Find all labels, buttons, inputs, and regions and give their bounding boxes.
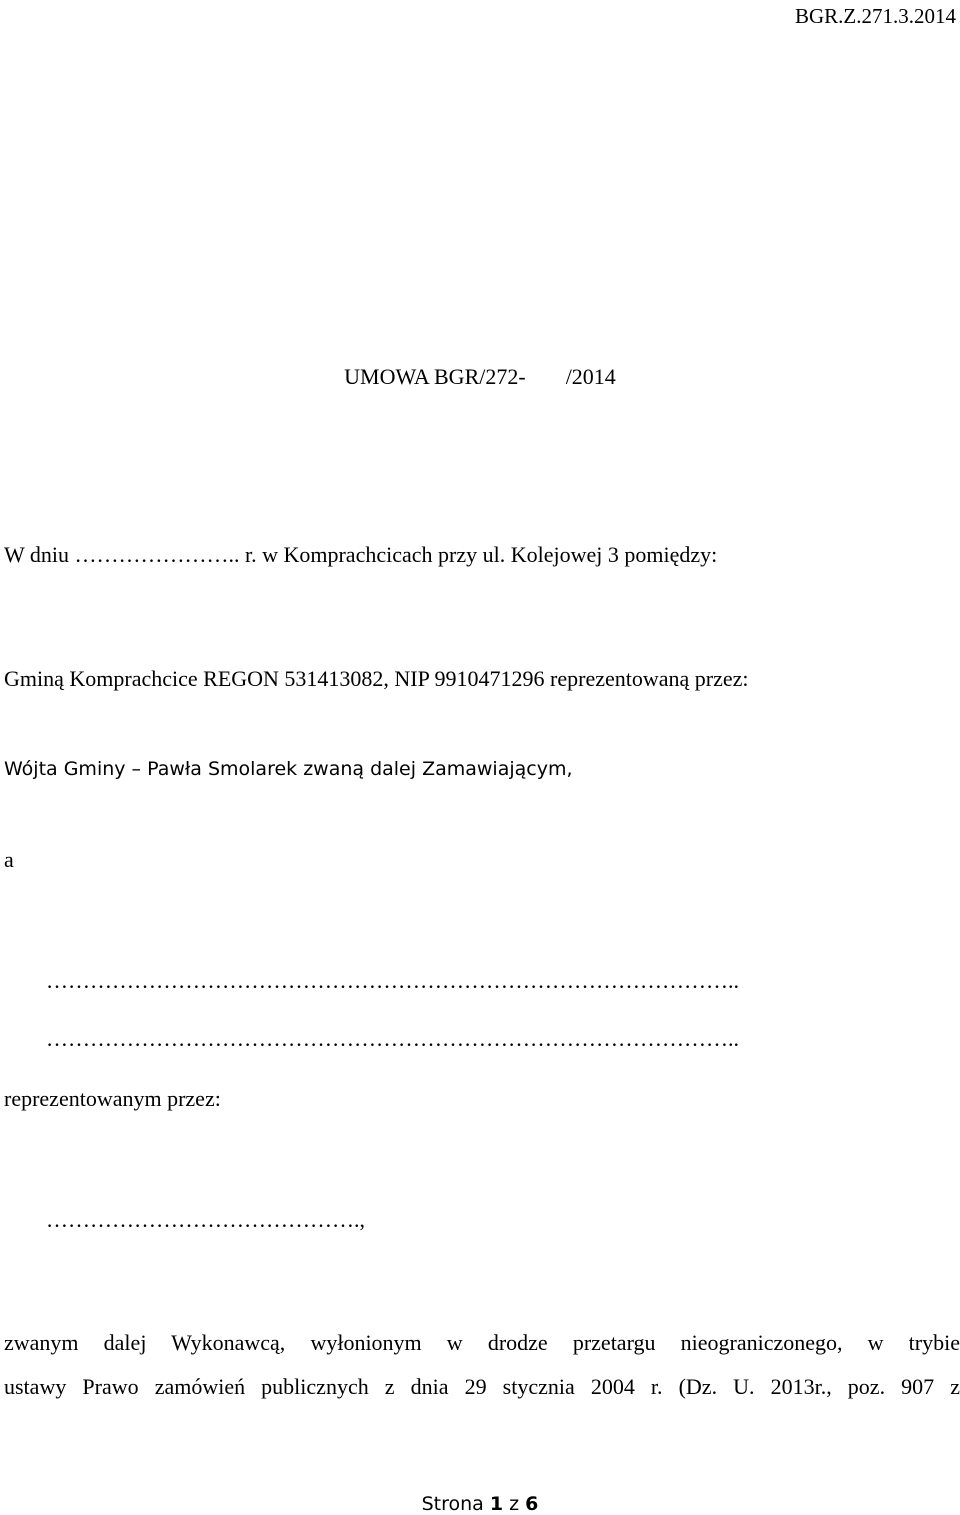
date-place-line: W dniu ………………….. r. w Komprachcicach przy ul. Kolejowej 3 pomiędzy: — [4, 542, 718, 567]
blank-fill-line-2: ………………………………………………………………………………….. — [46, 1026, 739, 1051]
blank-fill-line-1: ………………………………………………………………………………….. — [46, 968, 739, 993]
document-reference-number: BGR.Z.271.3.2014 — [794, 4, 956, 28]
representative-line: Wójta Gminy – Pawła Smolarek zwaną dalej Zamawiającym, — [4, 758, 573, 780]
page-label: Strona — [421, 1493, 484, 1515]
blank-fill-line-3: ……………………………………., — [46, 1207, 365, 1232]
contractor-paragraph-line-1: zwanym dalej Wykonawcą, wyłonionym w drodze przetargu nieograniczonego, w trybie — [4, 1330, 960, 1355]
page-number-footer — [0, 1493, 960, 1515]
total-pages-number: 6 — [525, 1493, 539, 1515]
contract-title-prefix: UMOWA BGR/272- — [344, 364, 526, 389]
represented-by-label: reprezentowanym przez: — [4, 1086, 221, 1111]
contract-title-suffix: /2014 — [565, 364, 616, 389]
current-page-number: 1 — [489, 1493, 504, 1515]
conjunction-text: a — [4, 847, 14, 872]
party-one-line: Gminą Komprachcice REGON 531413082, NIP 9910471296 reprezentowaną przez: — [4, 666, 749, 691]
page-separator: z — [509, 1493, 520, 1515]
contractor-paragraph-line-2: ustawy Prawo zamówień publicznych z dnia 29 stycznia 2004 r. (Dz. U. 2013r., poz. 907 z — [4, 1374, 960, 1399]
contract-title — [0, 364, 960, 390]
